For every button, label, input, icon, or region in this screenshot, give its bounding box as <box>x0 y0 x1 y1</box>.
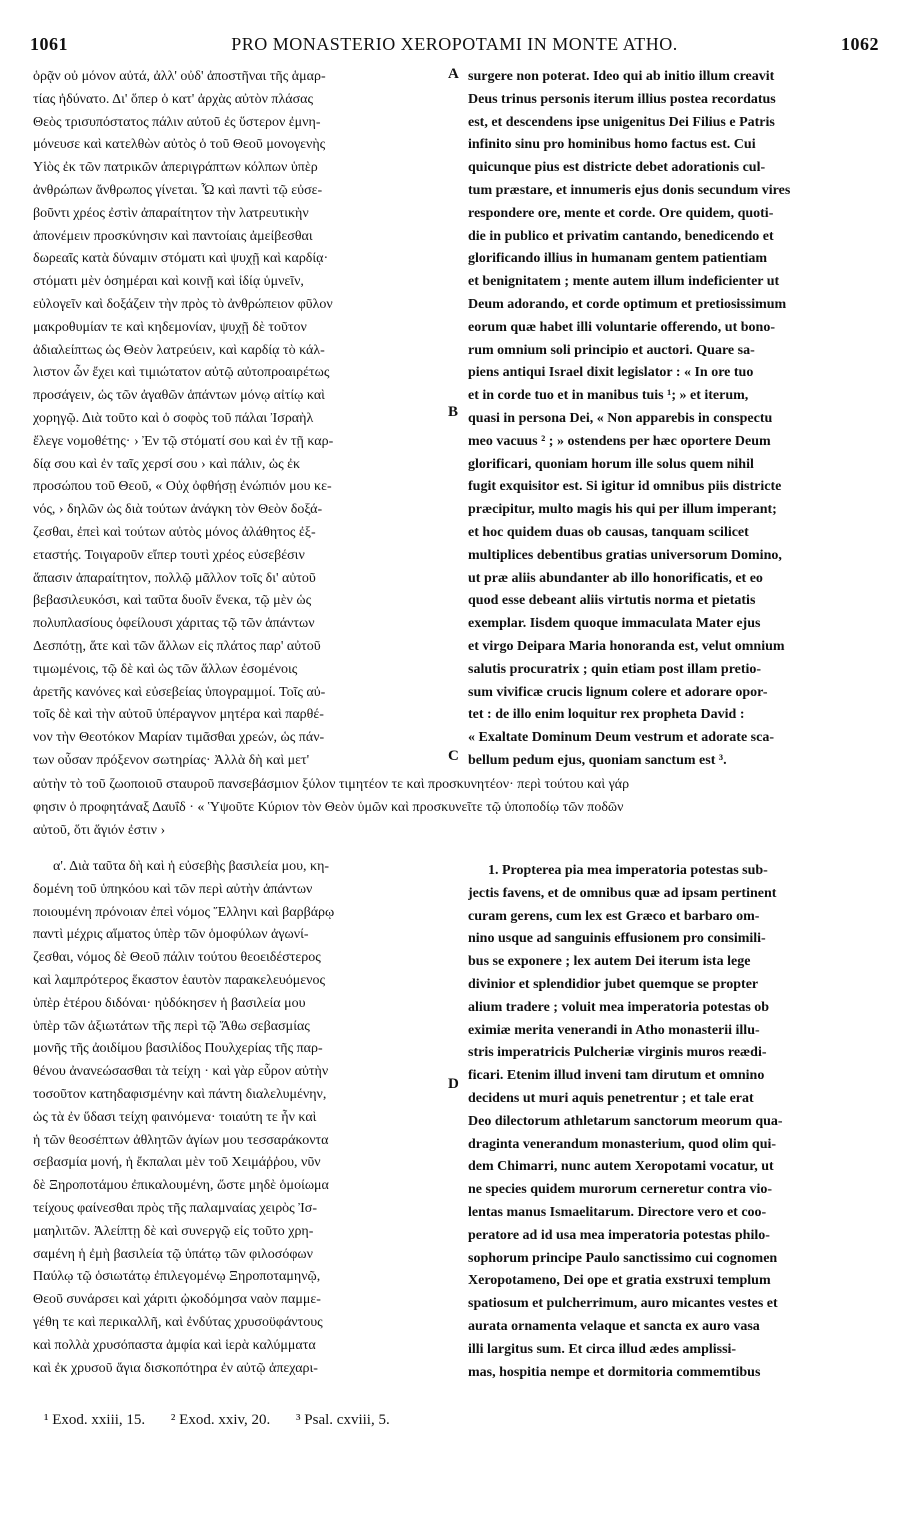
text-line: glorificando illius in humanam gentem patientiam <box>468 251 768 267</box>
text-line: μόνευσε καὶ κατελθὼν αὐτὸς ὁ τοῦ Θεοῦ μονογενὴς <box>33 137 326 153</box>
text-line: quasi in persona Dei, « Non apparebis in conspectu <box>468 410 773 426</box>
text-line: αὐτὴν τὸ τοῦ ζωοποιοῦ σταυροῦ πανσεβάσμιον ξύλον τιμητέον τε καὶ προσκυνητέον· περὶ τούτου καὶ γάρ <box>33 777 630 792</box>
text-line: ἔλεγε νομοθέτης· › Ἐν τῷ στόματί σου καὶ ἐν τῇ καρ- <box>33 433 334 449</box>
text-line: ζεσθαι, ἐπεὶ καὶ τούτων αὐτὸς μόνος ἀλάθητος ἐξ- <box>33 524 316 540</box>
text-line: μαηλιτῶν. Ἀλείπτῃ δὲ καὶ συνεργῷ εἰς τοῦτο χρη- <box>33 1223 314 1239</box>
text-line: δομένη τοῦ ὑπηκόου καὶ τῶν περὶ αὐτὴν ἁπάντων <box>33 881 313 897</box>
text-line: Deo dilectorum athletarum sanctorum meorum qua- <box>468 1113 783 1129</box>
text-line: stris imperatricis Pulcheriæ virginis muros reædi- <box>468 1045 767 1061</box>
text-line: illi largitus sum. Et circa illud ædes amplissi- <box>468 1341 737 1357</box>
text-line: dem Chimarri, nunc autem Xeropotami vocatur, ut <box>468 1159 774 1175</box>
text-line: νον τὴν Θεοτόκον Μαρίαν τιμᾶσθαι χρεών, ὡς πάν- <box>33 730 325 746</box>
text-line: ὑπὲρ ἑτέρου διδόναι· ηὐδόκησεν ἡ βασιλεία μου <box>33 995 306 1011</box>
text-line: ζεσθαι, νόμος δὲ Θεοῦ πάλιν τούτου θεοειδέστερος <box>33 950 321 966</box>
text-line: ὁρᾷν οὐ μόνον αὐτά, ἀλλ' οὐδ' ἀποστῆναι τῆς ἁμαρ- <box>33 69 326 84</box>
text-line: χορηγῷ. Διὰ τοῦτο καὶ ὁ σοφὸς τοῦ πάλαι Ἰσραὴλ <box>33 410 314 426</box>
margin-marker-c: C <box>448 748 459 764</box>
text-line: glorificari, quoniam horum ille solus quem nihil <box>468 456 754 472</box>
text-line: Xeropotameno, Dei ope et gratia exstruxi templum <box>468 1273 771 1289</box>
margin-marker-d: D <box>448 1076 459 1092</box>
latin-column-top <box>468 66 876 773</box>
text-line: ἡ τῶν θεοσέπτων ἀθλητῶν ἁγίων μου τεσσαράκοντα <box>33 1132 329 1148</box>
text-line: bus se exponere ; lex autem Dei iterum ista lege <box>468 954 751 970</box>
text-line: infinito sinu pro hominibus homo factus est. Cui <box>468 137 756 153</box>
text-line: Θεοῦ συνάρσει καὶ χάριτι ᾠκοδόμησα ναὸν παμμε- <box>33 1292 321 1308</box>
text-line: decidens ut muri aquis penetrentur ; et tale erat <box>468 1090 754 1106</box>
footnote-2: ² Exod. xxiv, 20. <box>170 1412 271 1428</box>
text-line: Υἱὸς ἐκ τῶν πατρικῶν ἀπεριγράπτων κόλπων ὑπὲρ <box>33 160 318 176</box>
text-line: παντὶ μέχρις αἵματος ὑπὲρ τῶν ὁμοφύλων ἀγωνί- <box>33 927 309 943</box>
text-line: ὑπὲρ τῶν ἀξιωτάτων τῆς περὶ τῷ Ἄθω σεβασμίας <box>33 1018 310 1034</box>
text-line: δωρεαῖς κατὰ δύναμιν στόματι καὶ ψυχῇ καὶ καρδίᾳ· <box>33 251 329 267</box>
page-number-right: 1062 <box>841 34 879 54</box>
text-line: surgere non poterat. Ideo qui ab initio illum creavit <box>468 69 775 84</box>
greek-full-width-text <box>33 774 876 842</box>
text-line: νός, › δηλῶν ὡς διὰ τούτων ἀνάγκη τὸν Θεὸν δοξά- <box>33 502 323 518</box>
text-line: curam gerens, cum lex est Græco et barbaro om- <box>468 908 760 924</box>
text-line: αὐτοῦ, ὅτι ἅγιόν ἐστιν › <box>33 822 166 838</box>
text-line: « Exaltate Dominum Deum vestrum et adorate sca- <box>468 730 774 746</box>
text-line: τοσοῦτον κατηδαφισμένην καὶ πάντη διαλελυμένην, <box>33 1086 327 1102</box>
greek-column-top <box>33 66 438 773</box>
text-line: divinior et splendidior jubet quemque se propter <box>468 976 759 992</box>
text-line: meo vacuus ² ; » ostendens per hæc oportere Deum <box>468 433 771 449</box>
text-line: peratore ad id usa mea imperatoria potestas philo- <box>468 1227 770 1243</box>
text-line: μακροθυμίαν τε καὶ κηδεμονίαν, ψυχῇ δὲ τοῦτον <box>33 319 307 335</box>
latin-column-bottom <box>468 860 876 1384</box>
text-line: εταστής. Τοιγαροῦν εἴπερ τουτὶ χρέος εὐσεβέσιν <box>33 547 305 563</box>
text-line: καὶ πολλὰ χρυσόπαστα ἀμφία καὶ ἱερὰ καλύμματα <box>33 1337 316 1353</box>
text-line: exemplar. Iisdem quoque immaculata Mater ejus <box>468 616 761 632</box>
text-line: τιμωμένοις, τῷ δὲ καὶ ὡς τῶν ἄλλων ἐσομένοις <box>33 661 298 677</box>
text-line: ἅπασιν ἀπαραίτητον, πολλῷ μᾶλλον τοῖς δι' αὐτοῦ <box>33 570 316 586</box>
text-line: γέθη τε καὶ περικαλλῆ, καὶ ἐνδύτας χρυσοϋφάντους <box>33 1314 323 1330</box>
text-line: ne species quidem murorum cerneretur contra vio- <box>468 1182 773 1198</box>
text-line: φησιν ὁ προφητάναξ Δαυΐδ · « Ὑψοῦτε Κύριον τὸν Θεὸν ὑμῶν καὶ προσκυνεῖτε τῷ ὑποποδίῳ τῶν ποδῶν <box>33 799 624 815</box>
text-line: nino usque ad sanguinis effusionem pro consimili- <box>468 931 766 947</box>
footnotes <box>44 1412 412 1429</box>
text-line: Deum adorando, et corde optimum et pretiosissimum <box>468 296 787 312</box>
text-line: τοῖς δὲ καὶ τὴν αὐτοῦ ὑπέραγνον μητέρα καὶ παρθέ- <box>33 707 324 723</box>
text-line: alium tradere ; voluit mea imperatoria potestas ob <box>468 999 770 1015</box>
text-line: προσάγειν, ὡς τῶν ἀγαθῶν ἁπάντων μόνῳ αἰτίῳ καὶ <box>33 388 325 404</box>
text-line: Θεὸς τρισυπόστατος πάλιν αὐτοῦ ἐς ὕστερον ἐμνη- <box>33 114 321 130</box>
greek-column-bottom <box>33 856 438 1380</box>
text-line: fugit exquisitor est. Si igitur id omnibus piis districte <box>468 479 782 495</box>
text-line: Deus trinus personis iterum illius postea recordatus <box>468 91 776 107</box>
text-line: piens antiqui Israel dixit legislator : « In ore tuo <box>468 365 754 381</box>
text-line: δίᾳ σου καὶ ἐν ταῖς χερσί σου › καὶ πάλιν, ὡς ἐκ <box>33 456 301 472</box>
text-line: eorum quæ habet illi voluntarie offerendo, ut bono- <box>468 319 775 335</box>
text-line: Δεσπότῃ, ἅτε καὶ τῶν ἄλλων εἰς πλάτος παρ' αὐτοῦ <box>33 638 321 654</box>
text-line: ut præ aliis abundanter ab illo honorificatis, et eo <box>468 570 763 586</box>
text-line: aurata ornamenta velaque et sancta ex auro vasa <box>468 1318 760 1334</box>
text-line: spatiosum et pulcherrimum, auro micantes vestes et <box>468 1296 778 1312</box>
text-line: mas, hospitia nempe et dormitoria commemtibus <box>468 1364 761 1380</box>
text-line: quicunque pius est districte debet adorationis cul- <box>468 160 766 176</box>
margin-marker-a: A <box>448 66 459 82</box>
text-line: multiplices debentibus gratias universorum Domino, <box>468 547 782 563</box>
text-line: καὶ λαμπρότερος ἕκαστον ἑαυτὸν παρακελευόμενος <box>33 972 326 988</box>
text-line: μονῆς τῆς ἀοιδίμου βασιλίδος Πουλχερίας τῆς παρ- <box>33 1041 323 1057</box>
text-line: bellum pedum ejus, quoniam sanctum est ³. <box>468 752 727 768</box>
text-line: et virgo Deipara Maria honoranda est, velut omnium <box>468 638 785 654</box>
footnote-1: ¹ Exod. xxiii, 15. <box>44 1412 146 1428</box>
text-line: λιστον ὧν ἔχει καὶ τιμιώτατον αὐτῷ αὐτοπροαιρέτως <box>33 365 330 381</box>
text-line: rum omnium soli principio et auctori. Quare sa- <box>468 342 755 358</box>
text-line: των οὖσαν πρόξενον σωτηρίας· Ἀλλὰ δὴ καὶ μετ' <box>33 752 310 768</box>
text-line: δὲ Ξηροποτάμου ἐπικαλουμένη, ὥστε μηδὲ ὁμοίωμα <box>33 1178 329 1194</box>
page-header <box>30 30 879 64</box>
text-line: respondere ore, mente et corde. Ore quidem, quoti- <box>468 205 774 221</box>
text-line: salutis procuratrix ; quin etiam post illam pretio- <box>468 661 762 677</box>
text-line: 1. Propterea pia mea imperatoria potestas sub- <box>488 863 768 878</box>
text-line: θένου ἀνανεώσασθαι τὰ τείχη · καὶ γὰρ εὗρον αὐτὴν <box>33 1064 329 1080</box>
text-line: καὶ ἐκ χρυσοῦ ἅγια δισκοπότηρα ἐν αὐτῷ ἀπεχαρι- <box>33 1360 318 1376</box>
text-line: ἀδιαλείπτως ὡς Θεὸν λατρεύειν, καὶ καρδίᾳ τὸ κάλ- <box>33 342 325 358</box>
page-number-left: 1061 <box>30 34 68 54</box>
text-line: draginta venerandum monasterium, quod olim qui- <box>468 1136 777 1152</box>
text-line: sophorum principe Paulo sanctissimo cui cognomen <box>468 1250 778 1266</box>
text-line: eximiæ merita venerandi in Atho monasterii illu- <box>468 1022 760 1038</box>
text-line: sum vivificæ crucis lignum colere et adorare opor- <box>468 684 768 700</box>
text-line: στόματι μὲν ὁσημέραι καὶ κοινῇ καὶ ἰδίᾳ ὑμνεῖν, <box>33 274 304 290</box>
text-line: σαμένη ἡ ἐμὴ βασιλεία τῷ ὑπάτῳ τῶν φιλοσόφων <box>33 1246 313 1262</box>
text-line: Παύλῳ τῷ ὁσιωτάτῳ ἐπιλεγομένῳ Ξηροποταμηνῷ, <box>33 1269 321 1285</box>
text-line: βοῦντι χρέος ἐστὶν ἀπαραίτητον τὴν λατρευτικὴν <box>33 205 309 221</box>
text-line: ἀρετῆς κανόνες καὶ εὐσεβείας ὑπογραμμοί. Τοῖς αὐ- <box>33 684 326 700</box>
text-line: ficari. Etenim illud inveni tam dirutum et omnino <box>468 1068 765 1084</box>
footnote-3: ³ Psal. cxviii, 5. <box>296 1412 390 1428</box>
margin-marker-b: B <box>448 404 459 420</box>
text-line: et in corde tuo et in manibus tuis ¹; » et iterum, <box>468 388 749 404</box>
text-line: βεβασιλευκόσι, καὶ ταῦτα δυοῖν ἕνεκα, τῷ μὲν ὡς <box>33 593 312 609</box>
text-line: προσώπου τοῦ Θεοῦ, « Οὐχ ὀφθήσῃ ἐνώπιόν μου κε- <box>33 479 332 495</box>
running-title: PRO MONASTERIO XEROPOTAMI IN MONTE ATHO. <box>231 34 678 54</box>
text-line: et benignitatem ; mente autem illum indeficienter ut <box>468 274 780 290</box>
text-line: ποιουμένη πρόνοιαν ἐπεὶ νόμος Ἕλληνι καὶ βαρβάρῳ <box>33 904 335 920</box>
text-line: est, et descendens ipse unigenitus Dei Filius e Patris <box>468 114 775 130</box>
text-line: τείχους φαίνεσθαι πρὸς τῆς παλαμναίας χειρὸς Ἰσ- <box>33 1200 318 1216</box>
text-line: et hoc quidem duas ob causas, tanquam scilicet <box>468 524 749 540</box>
text-line: die in publico et privatim cantando, benedicendo et <box>468 228 774 244</box>
text-line: πολυπλασίους ὀφείλουσι χάριτας τῷ τῶν ἁπάντων <box>33 616 315 632</box>
text-line: jectis favens, et de omnibus quæ ad ipsam pertinent <box>468 885 777 901</box>
text-line: præcipitur, multo magis his qui per illum imperant; <box>468 502 777 518</box>
text-line: quod esse debeant aliis virtutis norma et pietatis <box>468 593 756 609</box>
text-line: lentas manus Ismaelitarum. Directore vero et coo- <box>468 1204 767 1220</box>
text-line: α'. Διὰ ταῦτα δὴ καὶ ἡ εὐσεβὴς βασιλεία μου, κη- <box>53 859 330 874</box>
text-line: tet : de illo enim loquitur rex propheta David : <box>468 707 745 723</box>
text-line: ἀπονέμειν προσκύνησιν καὶ παντοίαις ἀμείβεσθαι <box>33 228 313 244</box>
text-line: τίας ἠδύνατο. Δι' ὅπερ ὁ κατ' ἀρχὰς αὐτὸν πλάσας <box>33 91 314 107</box>
text-line: ἀνθρώπων ἄνθρωπος γίνεται. Ὧ καὶ παντὶ τῷ εὐσε- <box>33 182 323 198</box>
text-line: tum præstare, et innumeris ejus donis secundum vires <box>468 182 791 198</box>
text-line: σεβασμία μονή, ἡ ἔκπαλαι μὲν τοῦ Χειμάῤῥου, νῦν <box>33 1155 321 1171</box>
text-line: ὡς τὰ ἐν ὕδασι τείχη φαινόμενα· τοιαύτη τε ἦν καὶ <box>33 1109 317 1125</box>
text-line: εὐλογεῖν καὶ δοξάζειν τὴν πρὸς τὸ ἀνθρώπειον φῦλον <box>33 296 333 312</box>
